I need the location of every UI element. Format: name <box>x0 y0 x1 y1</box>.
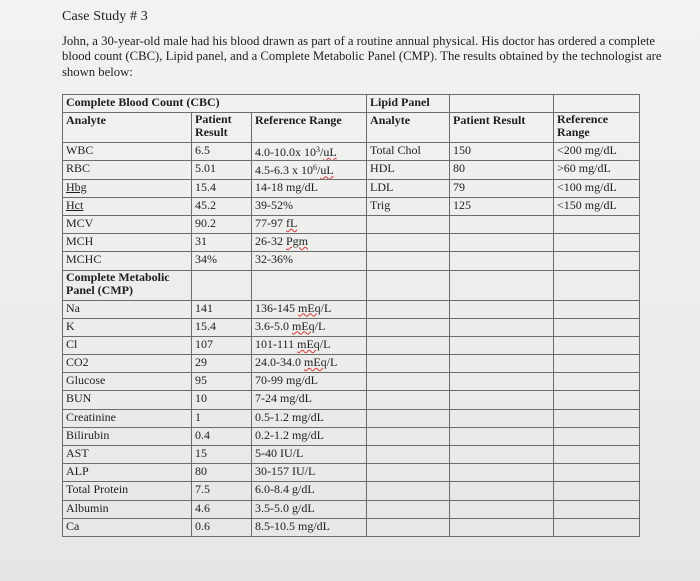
empty-cell <box>554 300 640 318</box>
table-row <box>63 427 640 445</box>
cbc-analyte: MCV <box>63 215 192 233</box>
cbc-reference-range <box>252 215 367 233</box>
range-suffix: /L <box>319 336 331 351</box>
cmp-reference-range <box>252 482 367 500</box>
cmp-analyte: K <box>63 318 192 336</box>
lipid-patient-result: 79 <box>450 179 554 197</box>
empty-cell <box>367 234 450 252</box>
empty-cell <box>367 318 450 336</box>
cmp-analyte: Cl <box>63 336 192 354</box>
table-row <box>63 409 640 427</box>
cmp-reference-range <box>252 446 367 464</box>
lipid-patient-result-header: Patient Result <box>450 113 554 143</box>
empty-cell <box>367 409 450 427</box>
empty-cell <box>450 355 554 373</box>
range-unit: mEq <box>304 355 327 370</box>
range-unit: fL <box>286 215 298 230</box>
empty-cell <box>367 427 450 445</box>
lipid-analyte: HDL <box>367 161 450 179</box>
empty-cell <box>450 252 554 270</box>
cbc-section-header: Complete Blood Count (CBC) <box>63 95 367 113</box>
range-text: 7-24 mg/dL <box>255 391 312 406</box>
empty-cell <box>450 270 554 300</box>
empty-cell <box>367 391 450 409</box>
table-row <box>63 482 640 500</box>
range-text: 0.5-1.2 mg/dL <box>255 409 324 424</box>
empty-cell <box>554 446 640 464</box>
range-text: 32-36% <box>255 252 293 267</box>
empty-cell <box>554 318 640 336</box>
range-unit: mEq <box>292 318 315 333</box>
table-row <box>63 355 640 373</box>
cmp-patient-result: 95 <box>192 373 252 391</box>
range-text: 0.2-1.2 mg/dL <box>255 427 324 442</box>
table-header-row-1 <box>63 95 640 113</box>
empty-cell <box>450 446 554 464</box>
table-row <box>63 318 640 336</box>
cbc-analyte: MCHC <box>63 252 192 270</box>
table-row <box>63 143 640 161</box>
range-text: 8.5-10.5 mg/dL <box>255 518 330 533</box>
lipid-reference-range: <200 mg/dL <box>554 143 640 161</box>
range-text: 101-111 <box>255 336 298 351</box>
patient-result-header: Patient Result <box>192 113 252 143</box>
table-row <box>63 336 640 354</box>
empty-cell <box>554 409 640 427</box>
range-text: 3.6-5.0 <box>255 318 292 333</box>
range-text: 77-97 <box>255 215 286 230</box>
empty-cell <box>450 427 554 445</box>
cbc-analyte: Hbg <box>63 179 192 197</box>
cmp-patient-result: 10 <box>192 391 252 409</box>
cmp-analyte: ALP <box>63 464 192 482</box>
range-slash: / <box>320 145 324 160</box>
cmp-patient-result: 15.4 <box>192 318 252 336</box>
range-suffix: /L <box>320 300 332 315</box>
lipid-reference-range: <150 mg/dL <box>554 197 640 215</box>
empty-cell <box>252 270 367 300</box>
range-text: 4.5-6.3 x 10 <box>255 163 313 178</box>
empty-cell <box>554 336 640 354</box>
cbc-analyte: MCH <box>63 234 192 252</box>
cbc-analyte: WBC <box>63 143 192 161</box>
empty-cell <box>367 446 450 464</box>
range-text: 136-145 <box>255 300 298 315</box>
lipid-patient-result: 125 <box>450 197 554 215</box>
empty-cell <box>554 500 640 518</box>
lab-results-table <box>62 94 640 537</box>
empty-cell <box>367 355 450 373</box>
cmp-reference-range <box>252 518 367 536</box>
empty-cell <box>554 391 640 409</box>
empty-cell <box>367 482 450 500</box>
empty-cell <box>554 270 640 300</box>
cmp-analyte: Glucose <box>63 373 192 391</box>
cbc-patient-result: 31 <box>192 234 252 252</box>
cbc-reference-range <box>252 179 367 197</box>
empty-cell <box>554 355 640 373</box>
empty-cell <box>367 300 450 318</box>
empty-cell <box>450 482 554 500</box>
empty-cell <box>367 252 450 270</box>
cbc-patient-result: 15.4 <box>192 179 252 197</box>
cmp-analyte: Ca <box>63 518 192 536</box>
cmp-reference-range <box>252 336 367 354</box>
empty-cell <box>367 215 450 233</box>
empty-cell <box>367 270 450 300</box>
empty-cell <box>450 215 554 233</box>
empty-cell <box>554 215 640 233</box>
cmp-patient-result: 107 <box>192 336 252 354</box>
cmp-reference-range <box>252 391 367 409</box>
cmp-patient-result: 15 <box>192 446 252 464</box>
cbc-patient-result: 6.5 <box>192 143 252 161</box>
range-unit: uL <box>323 145 337 160</box>
lipid-reference-range-header: Reference Range <box>554 113 640 143</box>
range-exponent: 3 <box>316 145 320 155</box>
range-unit: mEq <box>297 336 320 351</box>
table-row <box>63 446 640 464</box>
cmp-analyte: Na <box>63 300 192 318</box>
empty-cell <box>450 518 554 536</box>
case-intro-paragraph: John, a 30-year-old male had his blood drawn as part of a routine annual physical. His doctor has ordered a complete blood count (CBC), Lipid panel, and a Complete Metabolic Panel (CMP). The results obtained by the technologist are shown below: <box>62 34 662 79</box>
cmp-reference-range <box>252 373 367 391</box>
range-unit: Pgm <box>286 234 309 249</box>
cmp-analyte: Creatinine <box>63 409 192 427</box>
cmp-analyte: BUN <box>63 391 192 409</box>
range-text: 26-32 <box>255 234 286 249</box>
range-suffix: /L <box>314 318 326 333</box>
case-study-title: Case Study # 3 <box>62 9 148 24</box>
lipid-analyte: LDL <box>367 179 450 197</box>
empty-cell <box>450 336 554 354</box>
cbc-reference-range <box>252 252 367 270</box>
table-row <box>63 234 640 252</box>
table-row <box>63 197 640 215</box>
lipid-reference-range: >60 mg/dL <box>554 161 640 179</box>
cmp-patient-result: 141 <box>192 300 252 318</box>
table-row <box>63 464 640 482</box>
range-text: 14-18 mg/dL <box>255 179 318 194</box>
empty-cell <box>367 373 450 391</box>
cmp-reference-range <box>252 427 367 445</box>
range-unit: uL <box>320 163 334 178</box>
empty-cell <box>367 500 450 518</box>
lipid-analyte: Trig <box>367 197 450 215</box>
empty-cell <box>450 373 554 391</box>
range-suffix: /L <box>326 355 338 370</box>
cmp-reference-range <box>252 318 367 336</box>
empty-cell <box>450 409 554 427</box>
empty-cell <box>554 464 640 482</box>
analyte-header: Analyte <box>63 113 192 143</box>
empty-cell <box>450 464 554 482</box>
cmp-reference-range <box>252 300 367 318</box>
cbc-patient-result: 90.2 <box>192 215 252 233</box>
table-row <box>63 300 640 318</box>
table-row <box>63 252 640 270</box>
range-text: 3.5-5.0 g/dL <box>255 500 315 515</box>
cmp-analyte: CO2 <box>63 355 192 373</box>
range-unit: mEq <box>298 300 321 315</box>
cmp-section-header: Complete Metabolic Panel (CMP) <box>63 270 192 300</box>
lipid-analyte: Total Chol <box>367 143 450 161</box>
range-exponent: 6 <box>313 163 317 173</box>
empty-cell <box>554 518 640 536</box>
cmp-patient-result: 4.6 <box>192 500 252 518</box>
cbc-reference-range <box>252 143 367 161</box>
cmp-analyte: Albumin <box>63 500 192 518</box>
cmp-reference-range <box>252 355 367 373</box>
empty-cell <box>450 300 554 318</box>
lipid-patient-result: 150 <box>450 143 554 161</box>
cmp-reference-range <box>252 464 367 482</box>
cbc-patient-result: 45.2 <box>192 197 252 215</box>
range-text: 70-99 mg/dL <box>255 373 318 388</box>
cmp-analyte: AST <box>63 446 192 464</box>
cmp-header-row <box>63 270 640 300</box>
range-text: 6.0-8.4 g/dL <box>255 482 315 497</box>
table-row <box>63 161 640 179</box>
range-text: 4.0-10.0x 10 <box>255 145 316 160</box>
cmp-patient-result: 0.6 <box>192 518 252 536</box>
lipid-section-header: Lipid Panel <box>367 95 450 113</box>
lipid-patient-result: 80 <box>450 161 554 179</box>
reference-range-header: Reference Range <box>252 113 367 143</box>
empty-cell <box>450 234 554 252</box>
cmp-analyte: Bilirubin <box>63 427 192 445</box>
empty-cell <box>367 518 450 536</box>
range-text: 39-52% <box>255 197 293 212</box>
cmp-patient-result: 80 <box>192 464 252 482</box>
table-row <box>63 215 640 233</box>
cmp-reference-range <box>252 500 367 518</box>
table-row <box>63 500 640 518</box>
lipid-reference-range: <100 mg/dL <box>554 179 640 197</box>
table-row <box>63 391 640 409</box>
empty-cell <box>192 270 252 300</box>
empty-cell <box>367 336 450 354</box>
cbc-analyte: Hct <box>63 197 192 215</box>
cmp-patient-result: 0.4 <box>192 427 252 445</box>
cmp-reference-range <box>252 409 367 427</box>
empty-cell <box>554 373 640 391</box>
cbc-patient-result: 5.01 <box>192 161 252 179</box>
cbc-analyte: RBC <box>63 161 192 179</box>
cbc-reference-range <box>252 161 367 179</box>
empty-cell <box>367 464 450 482</box>
cmp-patient-result: 29 <box>192 355 252 373</box>
table-row <box>63 179 640 197</box>
empty-cell <box>450 391 554 409</box>
table-row <box>63 373 640 391</box>
table-header-row-2 <box>63 113 640 143</box>
empty-cell <box>554 234 640 252</box>
cbc-reference-range <box>252 234 367 252</box>
lipid-analyte-header: Analyte <box>367 113 450 143</box>
cmp-patient-result: 7.5 <box>192 482 252 500</box>
empty-cell <box>554 482 640 500</box>
cmp-patient-result: 1 <box>192 409 252 427</box>
range-slash: / <box>317 163 321 178</box>
range-text: 5-40 IU/L <box>255 446 304 460</box>
cbc-reference-range <box>252 197 367 215</box>
empty-cell <box>450 318 554 336</box>
range-text: 24.0-34.0 <box>255 355 304 370</box>
empty-cell <box>554 427 640 445</box>
empty-cell <box>450 500 554 518</box>
cbc-patient-result: 34% <box>192 252 252 270</box>
cmp-analyte: Total Protein <box>63 482 192 500</box>
empty-cell <box>554 252 640 270</box>
range-text: 30-157 IU/L <box>255 464 316 479</box>
table-row <box>63 518 640 536</box>
